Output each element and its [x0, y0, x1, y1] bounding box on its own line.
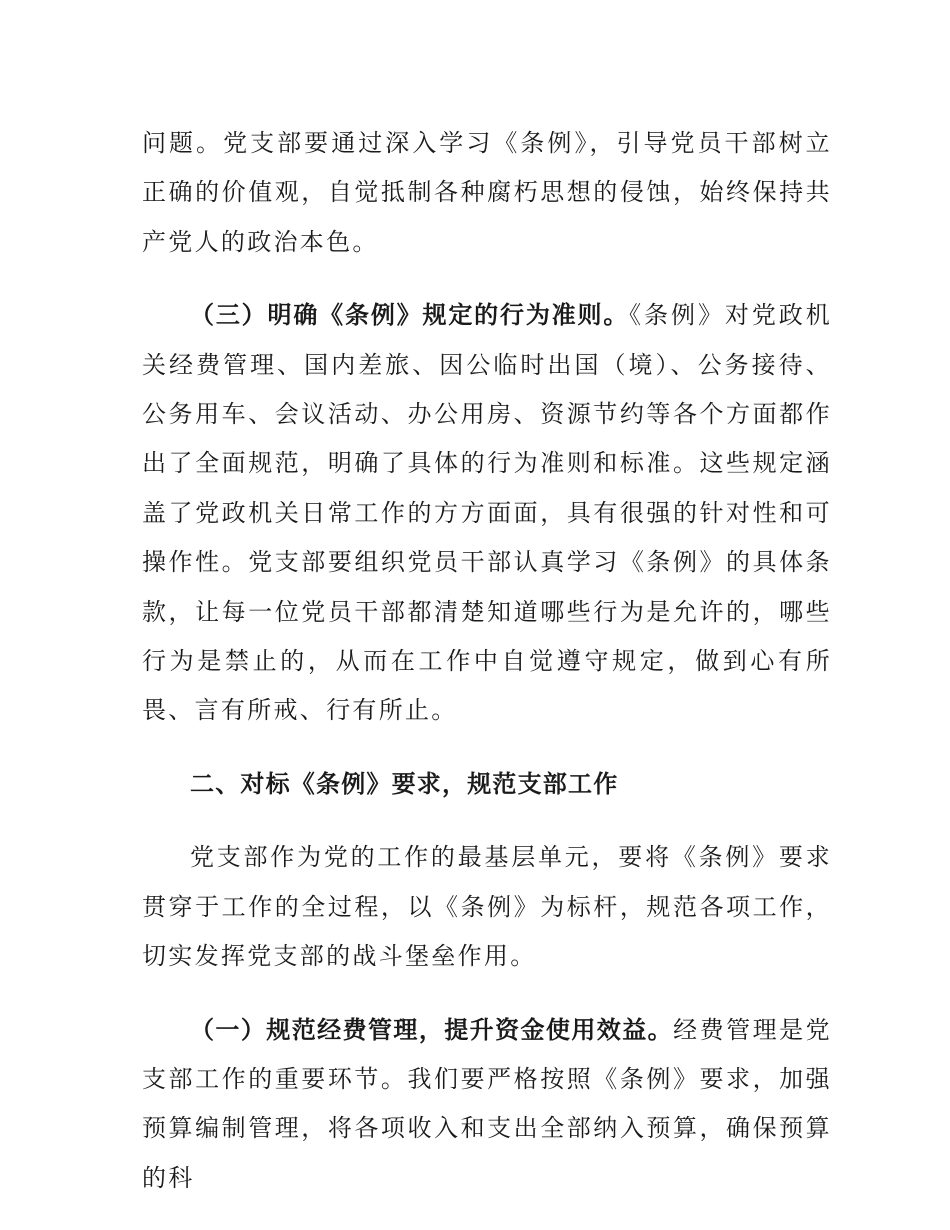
paragraph-gap — [142, 736, 832, 760]
paragraph-gap — [142, 809, 832, 833]
paragraph-section-three — [142, 291, 832, 736]
paragraph-text: 《条例》对党政机关经费管理、国内差旅、因公临时出国（境）、公务接待、公务用车、会议活动、办公用房、资源节约等各个方面都作出了全面规范，明确了具体的行为准则和标准。这些规定涵盖了党政机关日常工作的方方面面，具有很强的针对性和可操作性。党支部要组织党员干部认真学习《条例》的具体条款，让每一位党员干部都清楚知道哪些行为是允许的，哪些行为是禁止的，从而在工作中自觉遵守规定，做到心有所畏、言有所戒、行有所止。 — [142, 301, 833, 725]
subheading-lead: （一）规范经费管理，提升资金使用效益。 — [190, 1015, 674, 1044]
paragraph-text: 党支部作为党的工作的最基层单元，要将《条例》要求贯穿于工作的全过程，以《条例》为标杆，规范各项工作，切实发挥党支部的战斗堡垒作用。 — [142, 843, 832, 971]
document-body — [142, 119, 832, 1203]
section-heading — [142, 760, 832, 809]
paragraph-continued — [142, 119, 832, 267]
paragraph-text: 问题。党支部要通过深入学习《条例》，引导党员干部树立正确的价值观，自觉抵制各种腐朽思想的侵蚀，始终保持共产党人的政治本色。 — [142, 129, 832, 256]
subheading-lead: （三）明确《条例》规定的行为准则。 — [190, 301, 630, 330]
paragraph-gap — [142, 982, 832, 1006]
paragraph-gap — [142, 267, 832, 291]
paragraph-intro — [142, 833, 832, 981]
paragraph-section-one — [142, 1006, 832, 1204]
paragraph-text: 经费管理是党支部工作的重要环节。我们要严格按照《条例》要求，加强预算编制管理，将各项收入和支出全部纳入预算，确保预算的科 — [142, 1015, 832, 1192]
section-heading-text: 二、对标《条例》要求，规范支部工作 — [190, 769, 619, 798]
